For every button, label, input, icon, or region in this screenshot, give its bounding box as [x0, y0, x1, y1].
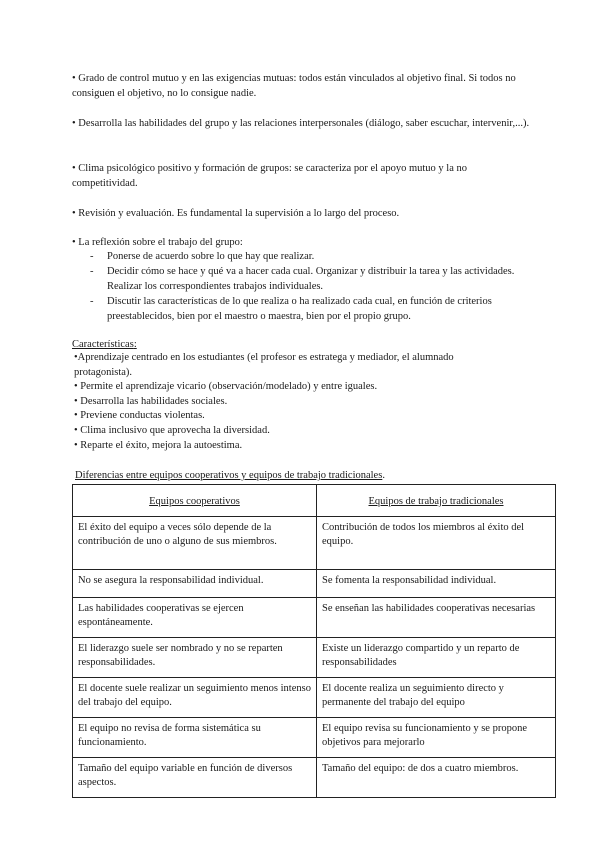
- list-item: • Clima inclusivo que aprovecha la diversidad.: [74, 424, 270, 436]
- table-row: [73, 718, 556, 758]
- paragraph-review-evaluation: • Revisión y evaluación. Es fundamental la supervisión a lo largo del proceso.: [72, 208, 400, 219]
- table-cell: Tamaño del equipo variable en función de diversos aspectos.: [73, 758, 317, 798]
- list-item: • Permite el aprendizaje vicario (observación/modelado) y entre iguales.: [74, 381, 378, 393]
- table-cell: El liderazgo suele ser nombrado y no se reparten responsabilidades.: [73, 638, 317, 678]
- list-item-text: Ponerse de acuerdo sobre lo que hay que realizar.: [107, 251, 315, 262]
- table-caption: [75, 468, 385, 483]
- table-cell: Existe un liderazgo compartido y un reparto de responsabilidades: [317, 638, 556, 678]
- list-item: [90, 294, 530, 324]
- list-item-text: Decidir cómo se hace y qué va a hacer cada cual. Organizar y distribuir la tarea y las actividades. Realizar los correspondientes trabajos individuales.: [107, 266, 515, 292]
- reflection-list: [90, 249, 530, 324]
- list-item: [90, 264, 530, 294]
- table-cell: No se asegura la responsabilidad individual.: [73, 570, 317, 598]
- characteristics-heading-line: [72, 337, 137, 352]
- column-header-traditional: Equipos de trabajo tradicionales: [317, 485, 556, 517]
- table-cell: El docente realiza un seguimiento directo y permanente del trabajo del equipo: [317, 678, 556, 718]
- dash-marker: -: [90, 296, 94, 307]
- table-cell: Tamaño del equipo: de dos a cuatro miembros.: [317, 758, 556, 798]
- table-row: [73, 517, 556, 570]
- table-cell: Se enseñan las habilidades cooperativas necesarias: [317, 598, 556, 638]
- table-row: [73, 638, 556, 678]
- list-item: • Previene conductas violentas.: [74, 410, 205, 422]
- table-cell: El equipo revisa su funcionamiento y se propone objetivos para mejorarlo: [317, 718, 556, 758]
- table-cell: Las habilidades cooperativas se ejercen espontáneamente.: [73, 598, 317, 638]
- paragraph-psychological-climate: • Clima psicológico positivo y formación de grupos: se caracteriza por el apoyo mutuo y la no competitividad.: [72, 163, 467, 189]
- table-header-row: [73, 485, 556, 517]
- list-item: • Desarrolla las habilidades sociales.: [74, 395, 228, 407]
- table-cell: El docente suele realizar un seguimiento menos intenso del trabajo del equipo.: [73, 678, 317, 718]
- comparison-table: [72, 484, 556, 798]
- dash-marker: -: [90, 266, 94, 277]
- column-header-cooperative: Equipos cooperativos: [73, 485, 317, 517]
- paragraph-group-skills: • Desarrolla las habilidades del grupo y las relaciones interpersonales (diálogo, saber escuchar, intervenir,...).: [72, 118, 530, 129]
- table-cell: El equipo no revisa de forma sistemática su funcionamiento.: [73, 718, 317, 758]
- heading-suffix: :: [133, 339, 137, 350]
- paragraph-mutual-control: • Grado de control mutuo y en las exigencias mutuas: todos están vinculados al objetivo final. Si todos no consiguen el objetivo, no lo consigue nadie.: [72, 73, 516, 99]
- table-cell: El éxito del equipo a veces sólo depende de la contribución de uno o alguno de sus miembros.: [73, 517, 317, 570]
- table-caption-text: Diferencias entre equipos cooperativos y equipos de trabajo tradicionales: [75, 470, 383, 481]
- paragraph-reflection: • La reflexión sobre el trabajo del grupo:: [72, 237, 243, 248]
- list-item: [90, 249, 530, 264]
- table-cell: Contribución de todos los miembros al éxito del equipo.: [317, 517, 556, 570]
- dash-marker: -: [90, 251, 94, 262]
- table-row: [73, 570, 556, 598]
- table-row: [73, 758, 556, 798]
- characteristics-heading: Características: [72, 339, 134, 350]
- table-row: [73, 598, 556, 638]
- table-caption-suffix: .: [382, 470, 385, 481]
- table-cell: Se fomenta la responsabilidad individual.: [317, 570, 556, 598]
- table-row: [73, 678, 556, 718]
- list-item: •Aprendizaje centrado en los estudiantes (el profesor es estratega y mediador, el alumnado protagonista).: [74, 352, 454, 378]
- list-item-text: Discutir las características de lo que realiza o ha realizado cada cual, en función de criterios preestablecidos, bien por el maestro o maestra, bien por el propio grupo.: [107, 296, 492, 322]
- list-item: • Reparte el éxito, mejora la autoestima.: [74, 439, 243, 451]
- characteristics-list: [74, 351, 514, 453]
